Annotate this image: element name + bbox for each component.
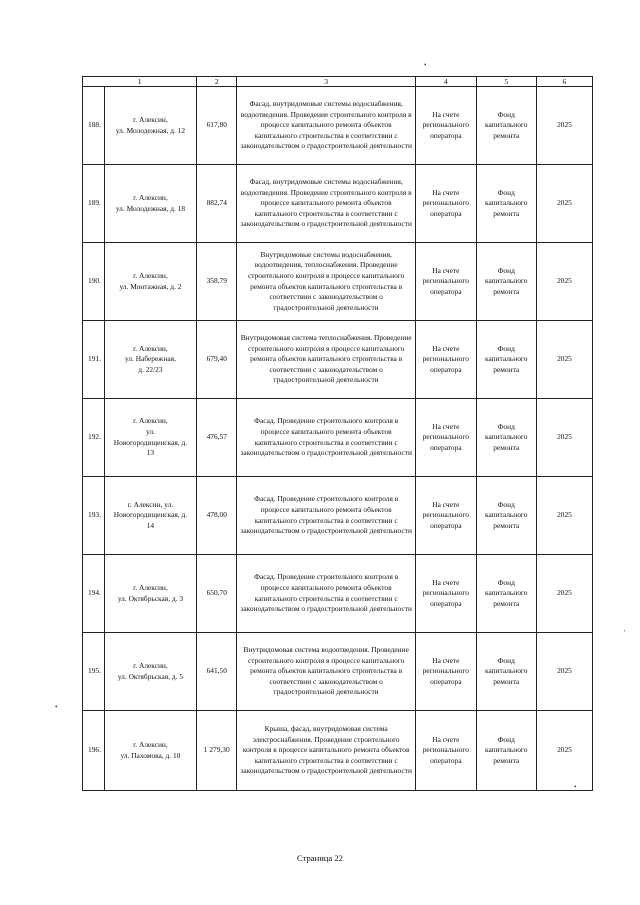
- year-cell: 2025: [536, 399, 592, 477]
- fund-cell: Фонд капитального ремонта: [476, 243, 536, 321]
- capital-repair-table: [82, 76, 593, 791]
- address-cell: г. Алексин, ул. Октябрьская, д. 5: [104, 633, 197, 711]
- area-cell: 478,00: [197, 477, 237, 555]
- page-number: Страница 22: [297, 853, 343, 863]
- table-row: [83, 321, 593, 399]
- fund-cell: Фонд капитального ремонта: [476, 321, 536, 399]
- funding-source-cell: На счете регионального оператора: [416, 477, 476, 555]
- area-cell: 358,79: [197, 243, 237, 321]
- column-number-3: 3: [237, 77, 416, 87]
- funding-source-cell: На счете регионального оператора: [416, 711, 476, 791]
- funding-source-cell: На счете регионального оператора: [416, 165, 476, 243]
- row-number: 191.: [83, 321, 105, 399]
- table-row: [83, 243, 593, 321]
- table-row: [83, 711, 593, 791]
- area-cell: 641,50: [197, 633, 237, 711]
- address-cell: г. Алексин, ул. Новогородищенская, д. 13: [104, 399, 197, 477]
- fund-cell: Фонд капитального ремонта: [476, 633, 536, 711]
- funding-source-cell: На счете регионального оператора: [416, 555, 476, 633]
- address-cell: г. Алексин, ул. Новогородищенская, д. 14: [104, 477, 197, 555]
- scan-speck: ': [624, 629, 626, 637]
- works-cell: Крыша, фасад, внутридомовая система электроснабжения. Проведение строительного контроля в процессе капитального ремонта объектов капитального строительства в соответствии с законодательством о градостроительной деятельности: [237, 711, 416, 791]
- area-cell: 476,57: [197, 399, 237, 477]
- scan-speck: •: [574, 783, 577, 791]
- address-cell: г. Алексин, ул. Пахомова, д. 10: [104, 711, 197, 791]
- address-cell: г. Алексин, ул. Монтажная, д. 2: [104, 243, 197, 321]
- fund-cell: Фонд капитального ремонта: [476, 477, 536, 555]
- scan-speck: •: [424, 61, 427, 69]
- area-cell: 882,74: [197, 165, 237, 243]
- column-number-5: 5: [476, 77, 536, 87]
- works-cell: Фасад, внутридомовые системы водоснабжения, водоотведения. Проведение строительного контроля в процессе капитального ремонта объектов капитального строительства в соответствии с законодательством о градостроительной деятельности: [237, 87, 416, 165]
- column-number-1: 1: [83, 77, 197, 87]
- works-cell: Внутридомовые системы водоснабжения, водоотведения, теплоснабжения. Проведение строительного контроля в процессе капитального ремонта объектов капитального строительства в соответствии с законодательством о градостроительной деятельности: [237, 243, 416, 321]
- area-cell: 1 279,30: [197, 711, 237, 791]
- fund-cell: Фонд капитального ремонта: [476, 399, 536, 477]
- year-cell: 2025: [536, 321, 592, 399]
- fund-cell: Фонд капитального ремонта: [476, 87, 536, 165]
- works-cell: Внутридомовая система водоотведения. Проведение строительного контроля в процессе капитального ремонта объектов капитального строительства в соответствии с законодательством о градостроительной деятельности: [237, 633, 416, 711]
- column-number-4: 4: [416, 77, 476, 87]
- row-number: 188.: [83, 87, 105, 165]
- table-row: [83, 399, 593, 477]
- works-cell: Фасад, внутридомовые системы водоснабжения, водоотведения. Проведение строительного контроля в процессе капитального ремонта объектов капитального строительства в соответствии с законодательством о градостроительной деятельности: [237, 165, 416, 243]
- works-cell: Внутридомовая система теплоснабжения. Проведение строительного контроля в процессе капитального ремонта объектов капитального строительства в соответствии с законодательством о градостроительной деятельности: [237, 321, 416, 399]
- address-cell: г. Алексин, ул. Молодежная, д. 12: [104, 87, 197, 165]
- table-row: [83, 633, 593, 711]
- works-cell: Фасад. Проведение строительного контроля в процессе капитального ремонта объектов капитального строительства в соответствии с законодательством о градостроительной деятельности: [237, 477, 416, 555]
- table-row: [83, 165, 593, 243]
- row-number: 195.: [83, 633, 105, 711]
- year-cell: 2025: [536, 87, 592, 165]
- row-number: 193.: [83, 477, 105, 555]
- area-cell: 679,40: [197, 321, 237, 399]
- table-row: [83, 555, 593, 633]
- works-cell: Фасад. Проведение строительного контроля в процессе капитального ремонта объектов капитального строительства в соответствии с законодательством о градостроительной деятельности: [237, 555, 416, 633]
- column-number-row: [83, 77, 593, 87]
- table-row: [83, 87, 593, 165]
- column-number-6: 6: [536, 77, 592, 87]
- fund-cell: Фонд капитального ремонта: [476, 711, 536, 791]
- funding-source-cell: На счете регионального оператора: [416, 321, 476, 399]
- column-number-2: 2: [197, 77, 237, 87]
- year-cell: 2025: [536, 633, 592, 711]
- year-cell: 2025: [536, 711, 592, 791]
- funding-source-cell: На счете регионального оператора: [416, 633, 476, 711]
- area-cell: 617,80: [197, 87, 237, 165]
- area-cell: 650,70: [197, 555, 237, 633]
- row-number: 189.: [83, 165, 105, 243]
- year-cell: 2025: [536, 477, 592, 555]
- funding-source-cell: На счете регионального оператора: [416, 243, 476, 321]
- year-cell: 2025: [536, 243, 592, 321]
- row-number: 190.: [83, 243, 105, 321]
- funding-source-cell: На счете регионального оператора: [416, 399, 476, 477]
- row-number: 194.: [83, 555, 105, 633]
- fund-cell: Фонд капитального ремонта: [476, 555, 536, 633]
- address-cell: г. Алексин, ул. Октябрьская, д. 3: [104, 555, 197, 633]
- table-row: [83, 477, 593, 555]
- year-cell: 2025: [536, 165, 592, 243]
- works-cell: Фасад. Проведение строительного контроля в процессе капитального ремонта объектов капитального строительства в соответствии с законодательством о градостроительной деятельности: [237, 399, 416, 477]
- row-number: 192.: [83, 399, 105, 477]
- scan-speck: •: [55, 703, 58, 711]
- address-cell: г. Алексин, ул. Молодежная, д. 18: [104, 165, 197, 243]
- year-cell: 2025: [536, 555, 592, 633]
- row-number: 196.: [83, 711, 105, 791]
- table-body: [83, 87, 593, 791]
- fund-cell: Фонд капитального ремонта: [476, 165, 536, 243]
- funding-source-cell: На счете регионального оператора: [416, 87, 476, 165]
- address-cell: г. Алексин, ул. Набережная, д. 22/23: [104, 321, 197, 399]
